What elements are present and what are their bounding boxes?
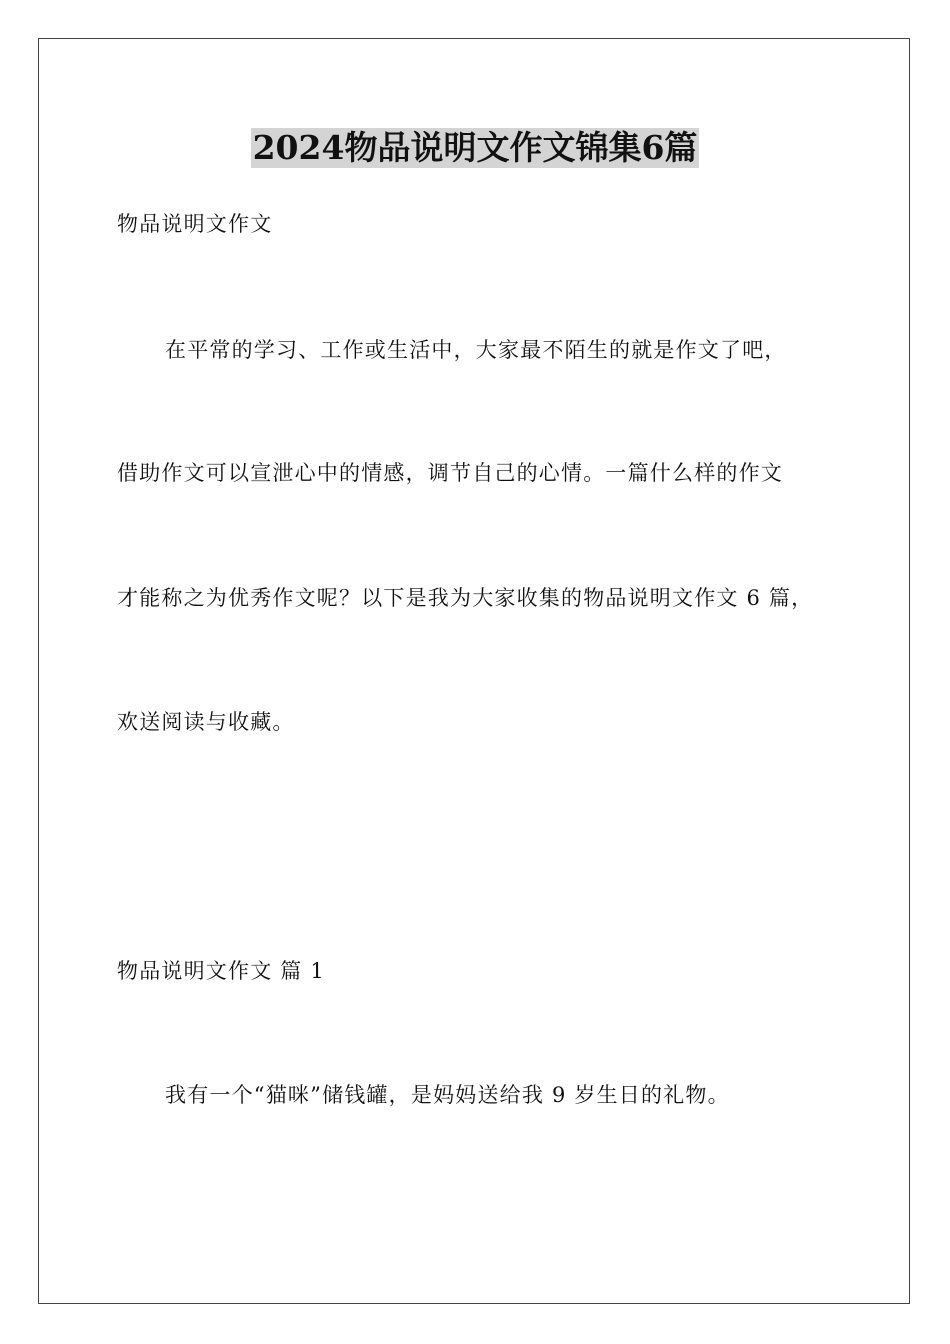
section-heading: 物品说明文作文 篇 1 [117, 959, 325, 983]
title-container [0, 128, 950, 168]
document-subtitle: 物品说明文作文 [117, 212, 273, 236]
intro-line-3: 才能称之为优秀作文呢？以下是我为大家收集的物品说明文作文 6 篇， [117, 586, 814, 610]
intro-line-4: 欢送阅读与收藏。 [117, 710, 295, 734]
intro-line-1: 在平常的学习、工作或生活中，大家最不陌生的就是作文了吧， [165, 338, 787, 362]
intro-line-2: 借助作文可以宣泄心中的情感，调节自己的心情。一篇什么样的作文 [117, 461, 783, 485]
section-paragraph-line: 我有一个“猫咪”储钱罐，是妈妈送给我 9 岁生日的礼物。 [165, 1083, 730, 1107]
document-title: 2024物品说明文作文锦集6篇 [252, 128, 698, 167]
